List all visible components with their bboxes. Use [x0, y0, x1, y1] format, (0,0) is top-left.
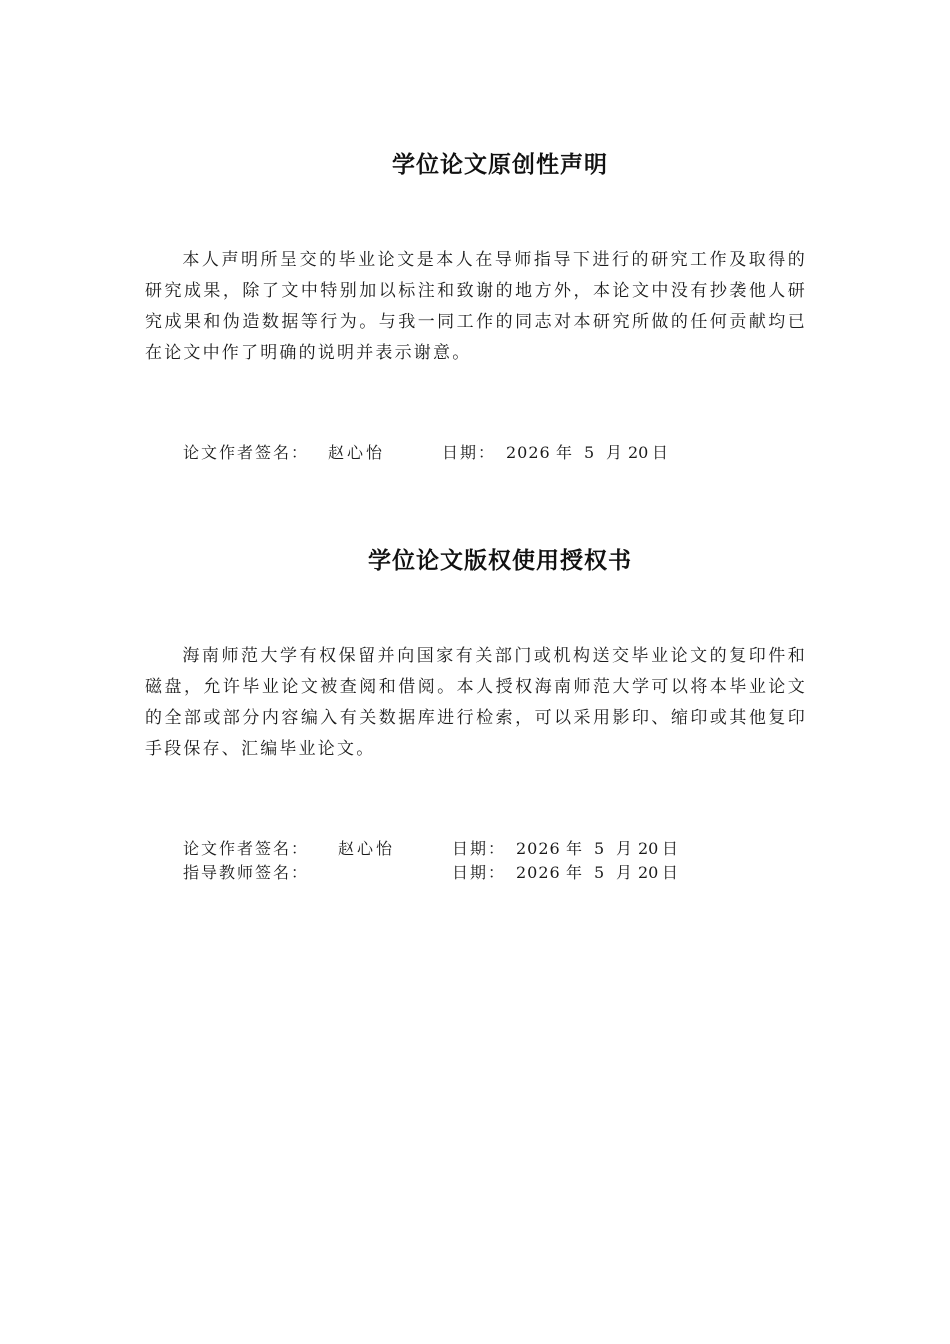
author-signature-name: 赵心怡 [328, 443, 386, 462]
authorization-paragraph: 海南师范大学有权保留并向国家有关部门或机构送交毕业论文的复印件和磁盘，允许毕业论文被查阅和借阅。本人授权海南师范大学可以将本毕业论文的全部或部分内容编入有关数据库进行检索，可以采用影印、缩印或其他复印手段保存、汇编毕业论文。 [145, 646, 807, 759]
date-year: 2026 [506, 443, 551, 462]
date-month: 5 [594, 863, 607, 882]
date-year: 2026 [516, 839, 561, 858]
date-month-unit: 月 [616, 863, 635, 882]
advisor-signature-label: 指导教师签名： [183, 863, 310, 882]
date-year-unit: 年 [566, 839, 585, 858]
declaration-paragraph: 本人声明所呈交的毕业论文是本人在导师指导下进行的研究工作及取得的研究成果，除了文中特别加以标注和致谢的地方外，本论文中没有抄袭他人研究成果和伪造数据等行为。与我一同工作的同志对本研究所做的任何贡献均已在论文中作了明确的说明并表示谢意。 [145, 250, 807, 363]
date-day-unit: 日 [662, 863, 681, 882]
date-month: 5 [594, 839, 607, 858]
date-label: 日期： [452, 839, 507, 858]
date-day-unit: 日 [662, 839, 681, 858]
author-signature-label: 论文作者签名： [183, 839, 310, 858]
date-month-unit: 月 [606, 443, 625, 462]
declaration-title: 学位论文原创性声明 [392, 152, 608, 178]
date-year: 2026 [516, 863, 561, 882]
date-year-unit: 年 [566, 863, 585, 882]
date-label: 日期： [452, 863, 507, 882]
date-day: 20 [638, 863, 659, 882]
date-label: 日期： [442, 443, 497, 462]
date-month: 5 [584, 443, 597, 462]
date-day-unit: 日 [652, 443, 671, 462]
author-signature-label: 论文作者签名： [183, 443, 310, 462]
authorization-title: 学位论文版权使用授权书 [368, 548, 632, 574]
date-day: 20 [638, 839, 659, 858]
author-signature-name: 赵心怡 [338, 839, 396, 858]
date-day: 20 [628, 443, 649, 462]
date-month-unit: 月 [616, 839, 635, 858]
date-year-unit: 年 [556, 443, 575, 462]
